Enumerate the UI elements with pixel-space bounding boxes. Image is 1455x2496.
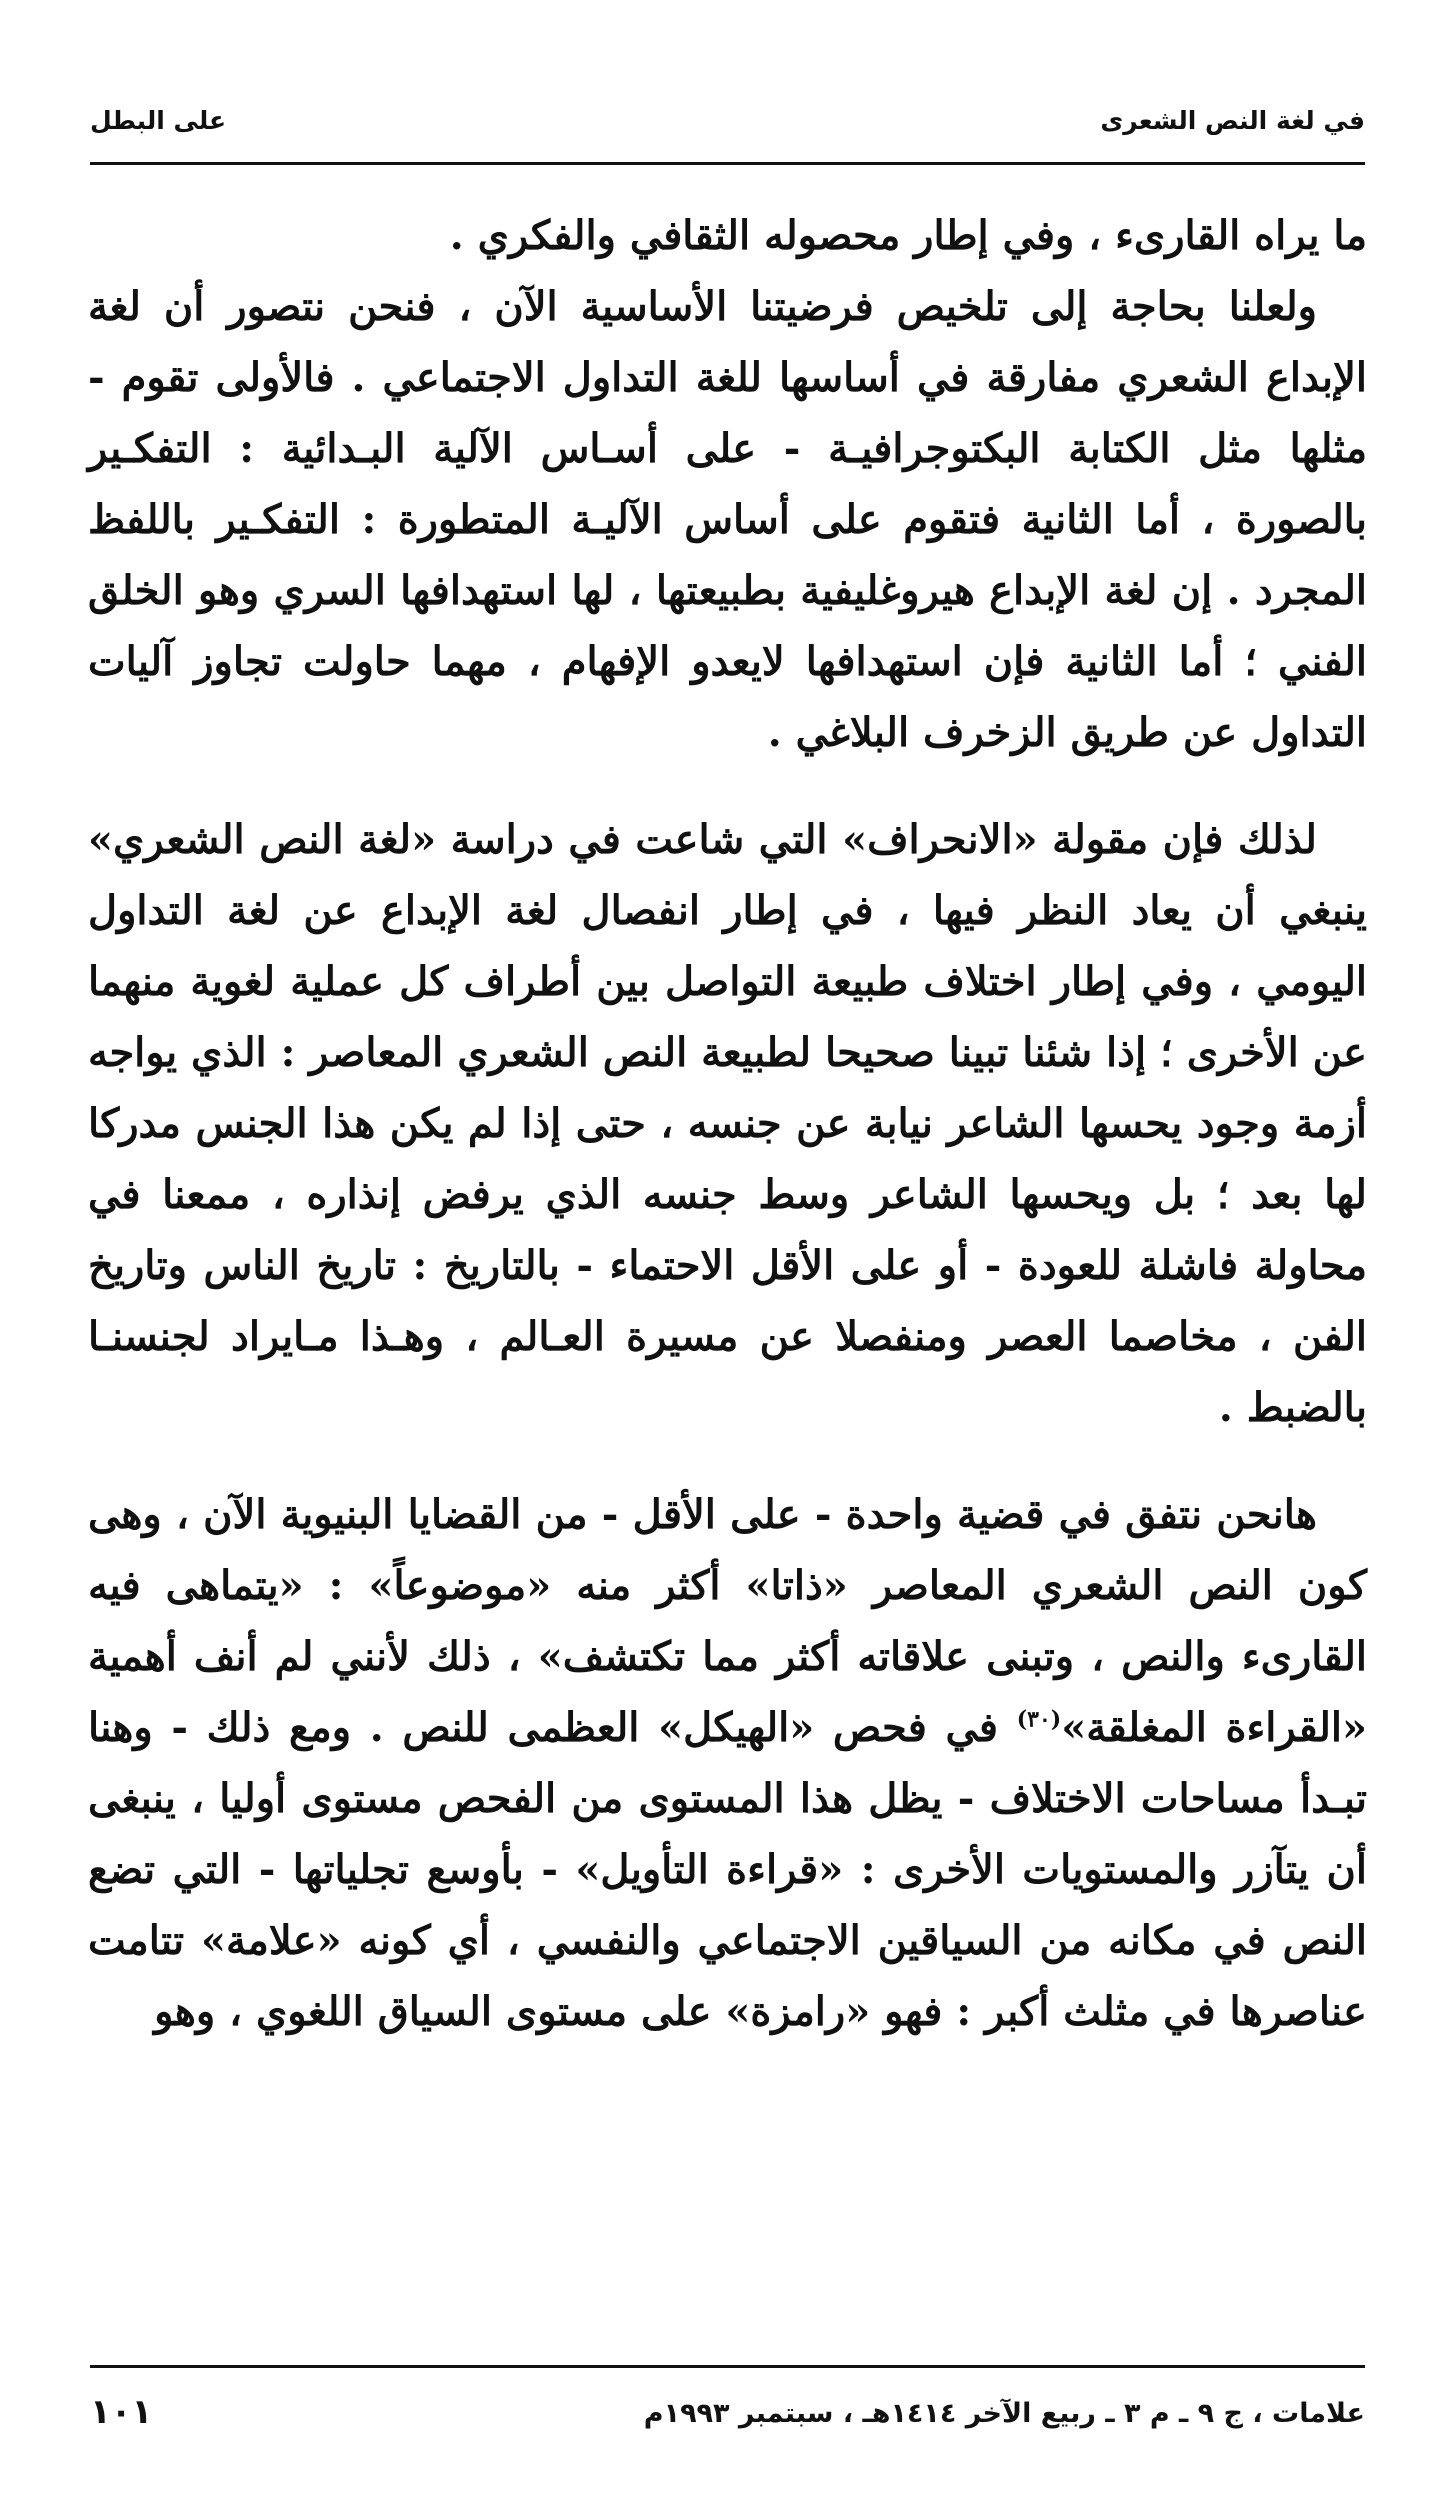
paragraph-4-start: هانحن نتفق في قضية واحدة - على الأقل - من القضايا البنيوية الآن ، وهى كون النص الشعري المعاصر «ذاتا» أكثر منه «موضوعاً» : «يتماهى فيه القارىء والنص ، وتبنى علاقاته أكثر مما تكتشف» ، ذلك لأنني لم أنف أهمية «القراءة المغلقة» bbox=[88, 1491, 1368, 1751]
running-footer bbox=[90, 2392, 1365, 2442]
running-header bbox=[90, 106, 1365, 150]
paragraph-1: ما يراه القارىء ، وفي إطار محصوله الثقافي والفكري . bbox=[449, 212, 1367, 259]
page-number: ١٠١ bbox=[90, 2392, 153, 2432]
paragraph-4-rest: في فحص «الهيكل» العظمى للنص . ومع ذلك - وهنا تبـدأ مساحات الاختلاف - يظل هذا المستوى من الفحص مستوى أوليا ، ينبغى أن يتآزر والمستويات الأخرى : «قراءة التأويل» - بأوسع تجلياتها - التي تضع النص في مكانه من السياقين الاجتماعي والنفسي ، أي كونه «علامة» تتامت عناصرها في مثلث أكبر : فهو «رامزة» على مستوى السياق اللغوي ، وهو bbox=[88, 1704, 1367, 2035]
paragraph-2: ولعلنا بحاجة إلى تلخيص فرضيتنا الأساسية الآن ، فنحن نتصور أن لغة الإبداع الشعري مفارقة في أساسها للغة التداول الاجتماعي . فالأولى تقوم - مثلها مثل الكتابة البكتوجرافيـة - على أسـاس الآلية البـدائية : التفكـير بالصورة ، أما الثانية فتقوم على أساس الآليـة المتطورة : التفكـير باللفظ المجرد . إن لغة الإبداع هيروغليفية بطبيعتها ، لها استهدافها السري وهو الخلق الفني ؛ أما الثانية فإن استهدافها لايعدو الإفهام ، مهما حاولت تجاوز آليات التداول عن طريق الزخرف البلاغي . bbox=[88, 283, 1367, 756]
article-title: في لغة النص الشعرى bbox=[1100, 106, 1365, 135]
body-text bbox=[88, 200, 1367, 2047]
author-name: على البطل bbox=[90, 106, 227, 135]
footnote-reference: (٣٠) bbox=[1016, 1706, 1062, 1733]
paragraph-3: لذلك فإن مقولة «الانحراف» التي شاعت في دراسة «لغة النص الشعري» ينبغي أن يعاد النظر فيها ، في إطار انفصال لغة الإبداع عن لغة التداول اليومي ، وفي إطار اختلاف طبيعة التواصل بين أطراف كل عملية لغوية منهما عن الأخرى ؛ إذا شئنا تبينا صحيحا لطبيعة النص الشعري المعاصر : الذي يواجه أزمة وجود يحسها الشاعر نيابة عن جنسه ، حتى إذا لم يكن هذا الجنس مدركا لها بعد ؛ بل ويحسها الشاعر وسط جنسه الذي يرفض إنذاره ، ممعنا في محاولة فاشلة للعودة - أو على الأقل الاحتماء - بالتاريخ : تاريخ الناس وتاريخ الفن ، مخاصما العصر ومنفصلا عن مسيرة العـالم ، وهـذا مـايراد لجنسنـا بالضبط . bbox=[88, 816, 1367, 1431]
journal-citation: علامات ، ج ٩ ـ م ٣ ـ ربيع الآخر ١٤١٤هـ ، سبتمبر ١٩٩٣م bbox=[643, 2398, 1365, 2429]
paragraph-4 bbox=[88, 1479, 1367, 2047]
footer-rule bbox=[90, 2365, 1365, 2368]
header-rule bbox=[90, 162, 1365, 165]
